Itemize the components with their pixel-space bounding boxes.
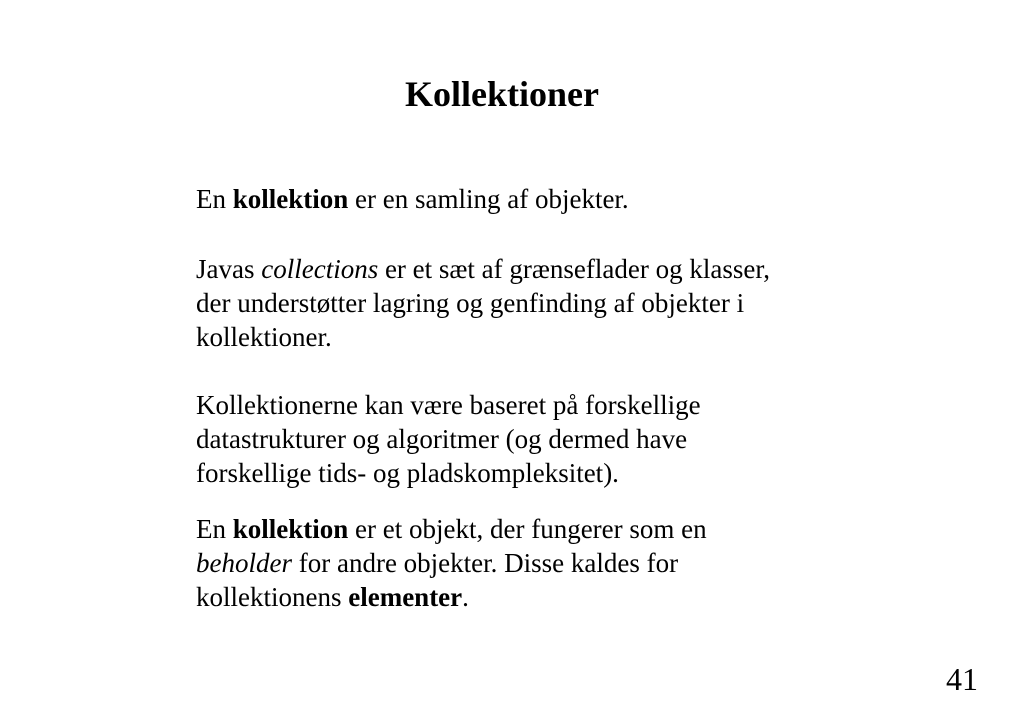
paragraph-datastructures bbox=[196, 388, 916, 490]
text-span: kollektionens bbox=[196, 582, 349, 612]
paragraph-line: der understøtter lagring og genfinding af objekter i bbox=[196, 288, 745, 318]
paragraph-line: kollektioner. bbox=[196, 322, 332, 352]
paragraph-definition bbox=[196, 182, 916, 216]
paragraph-java-collections bbox=[196, 252, 916, 354]
text-span: En bbox=[196, 184, 233, 214]
paragraph-line bbox=[196, 252, 916, 286]
text-span: er et objekt, der fungerer som en bbox=[348, 514, 707, 544]
term-elementer: elementer bbox=[348, 582, 463, 612]
paragraph-line bbox=[196, 182, 916, 216]
slide-title: Kollektioner bbox=[405, 74, 599, 114]
paragraph-line bbox=[196, 580, 916, 614]
paragraph-line: Kollektionerne kan være baseret på forskellige bbox=[196, 390, 701, 420]
page-number: 41 bbox=[946, 661, 978, 697]
text-span: er en samling af objekter. bbox=[348, 184, 629, 214]
paragraph-line: datastrukturer og algoritmer (og dermed have bbox=[196, 424, 688, 454]
text-span: er et sæt af grænseflader og klasser, bbox=[378, 254, 770, 284]
text-span: . bbox=[462, 582, 469, 612]
text-span: for andre objekter. Disse kaldes for bbox=[291, 548, 679, 578]
paragraph-container bbox=[196, 512, 916, 614]
text-span: Javas bbox=[196, 254, 262, 284]
text-span: En bbox=[196, 514, 233, 544]
term-kollektion: kollektion bbox=[232, 514, 349, 544]
paragraph-line bbox=[196, 512, 916, 546]
term-kollektion: kollektion bbox=[232, 184, 349, 214]
term-collections: collections bbox=[261, 254, 379, 284]
paragraph-line bbox=[196, 546, 916, 580]
term-beholder: beholder bbox=[196, 548, 292, 578]
paragraph-line: forskellige tids- og pladskompleksitet). bbox=[196, 458, 619, 488]
